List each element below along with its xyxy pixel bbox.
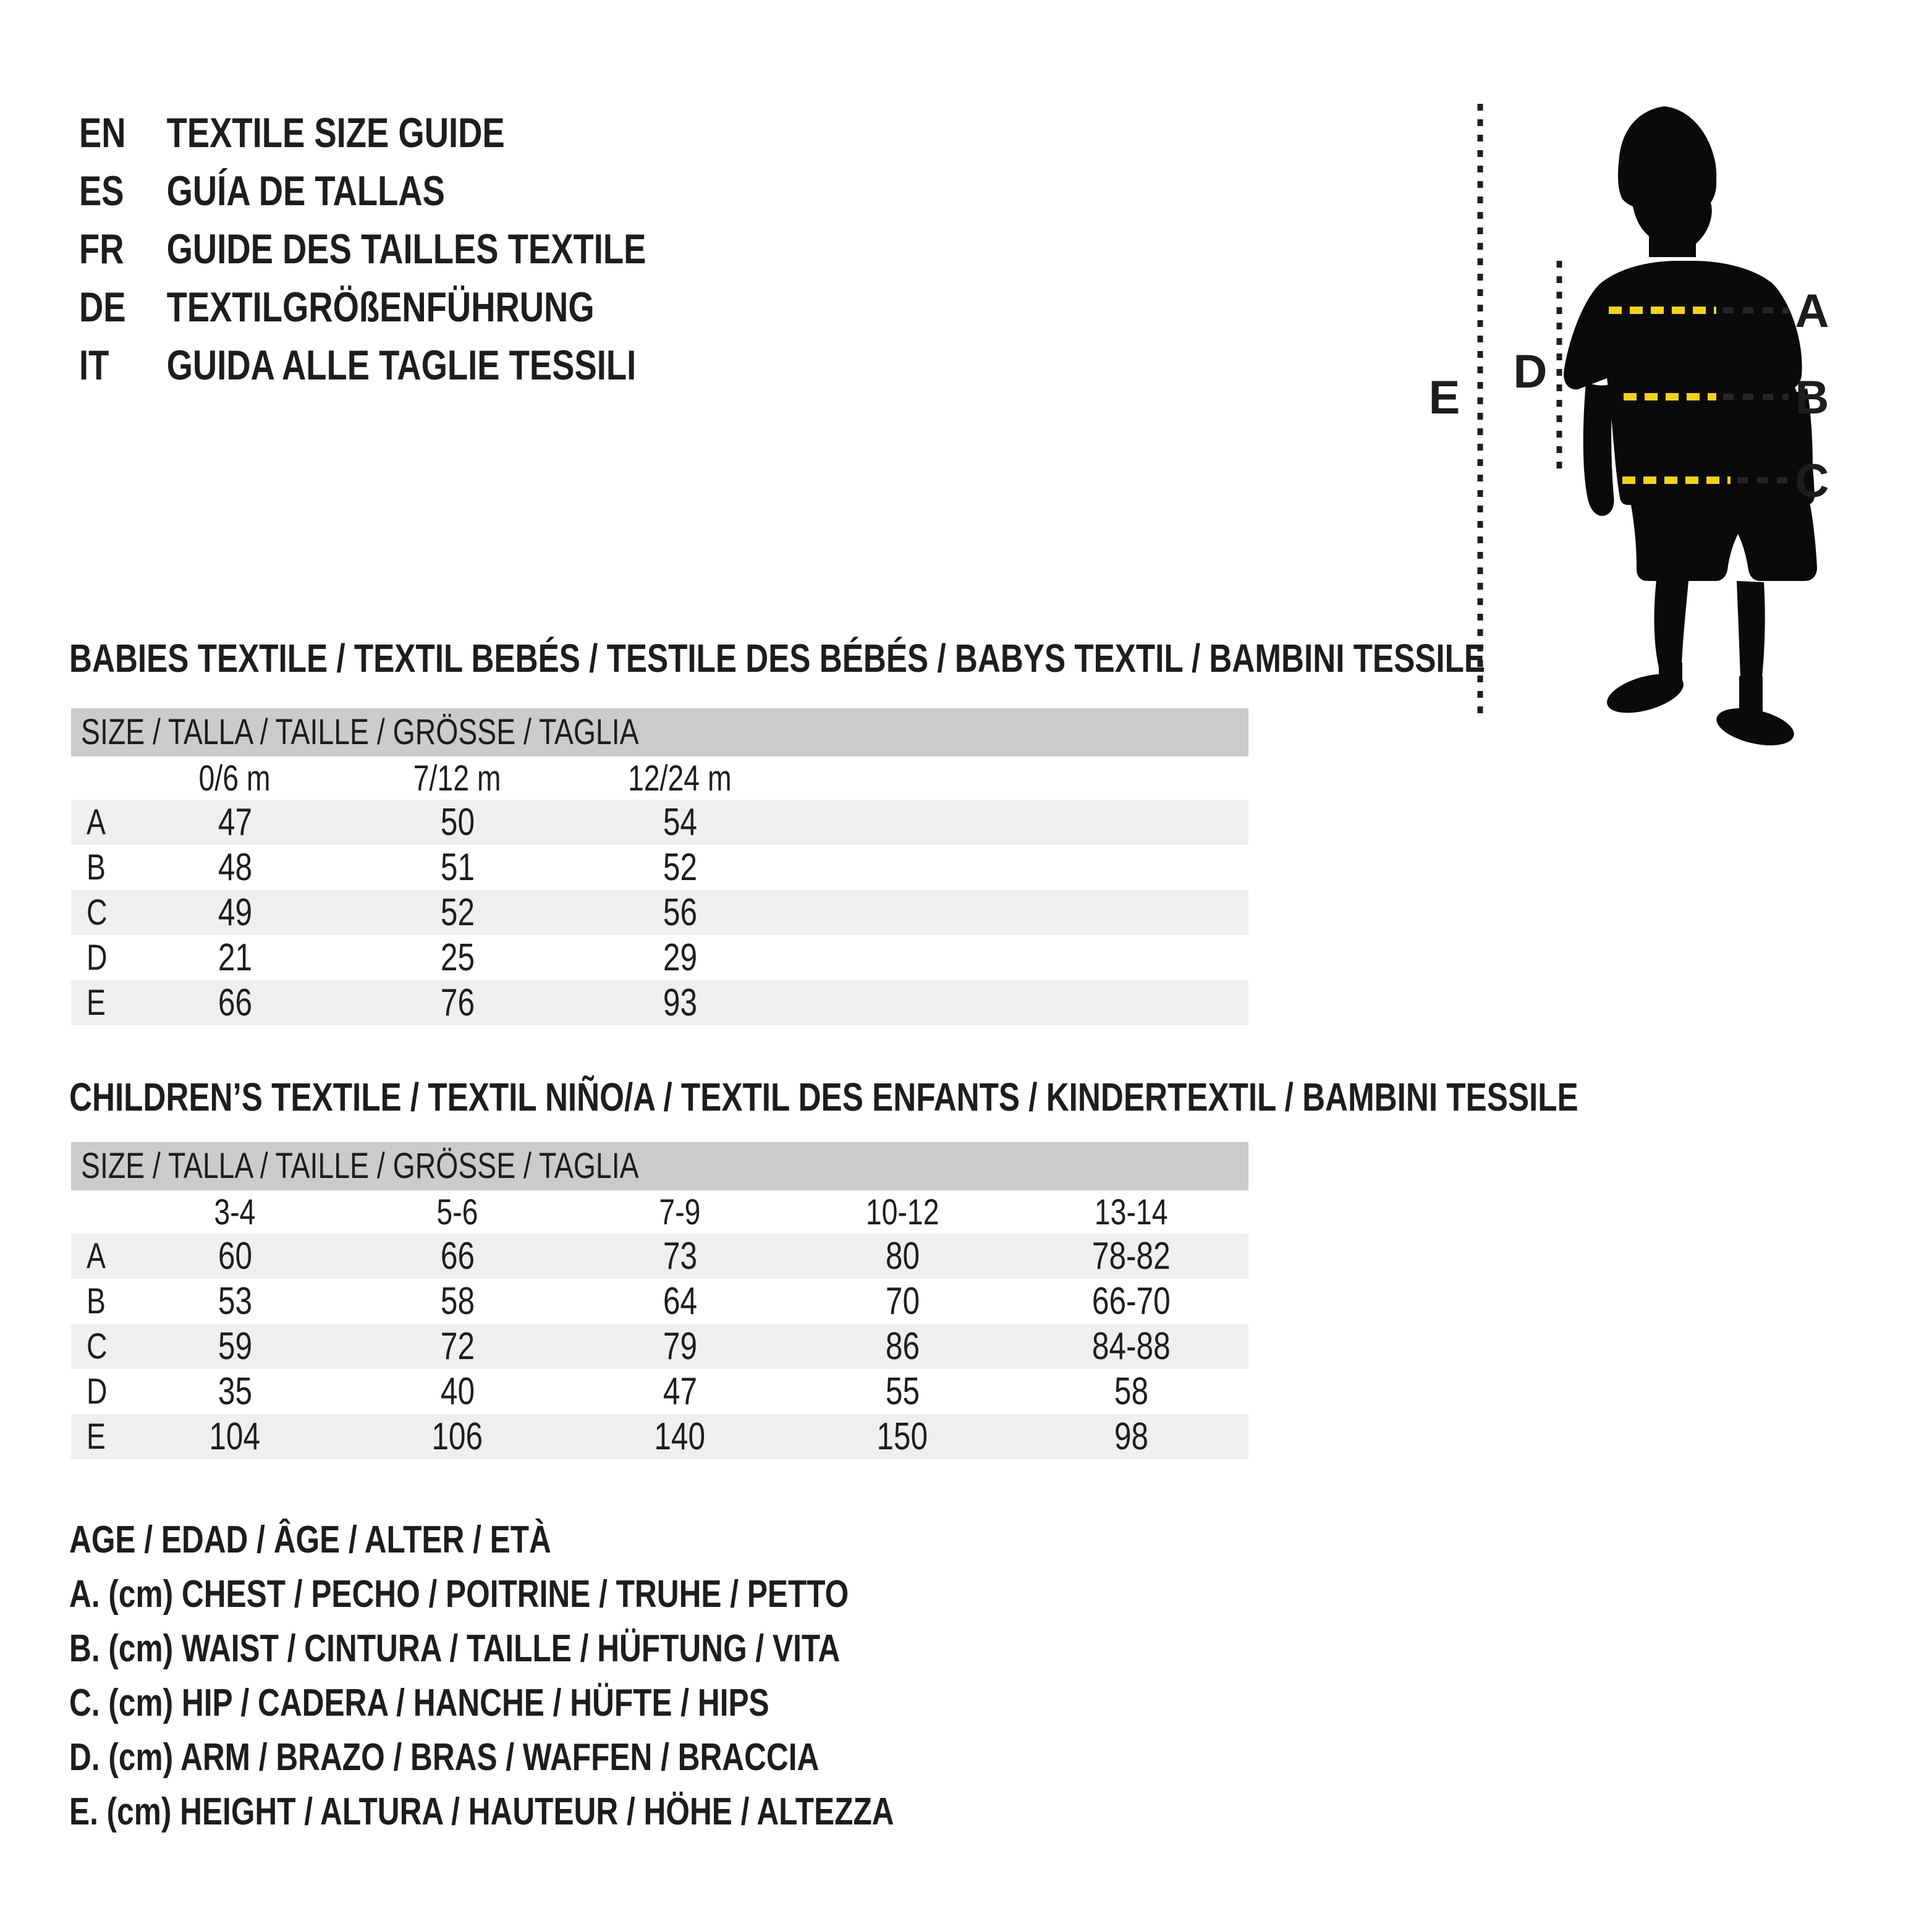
column-header: 5-6	[436, 1192, 478, 1232]
cell: 52	[663, 846, 697, 889]
cell: 84-88	[1091, 1325, 1171, 1368]
guide-title: GUIDA ALLE TAGLIE TESSILI	[166, 342, 637, 389]
column-header-row	[71, 756, 1248, 800]
column-header: 7/12 m	[413, 758, 501, 799]
table-row	[71, 845, 1248, 890]
shorts-shape	[1630, 502, 1817, 581]
table-row	[71, 800, 1248, 845]
legend-line-age: AGE / EDAD / ÂGE / ALTER / ETÀ	[69, 1519, 551, 1561]
cell: 79	[663, 1325, 697, 1368]
row-label: B	[87, 1281, 106, 1321]
row-label: A	[87, 1236, 106, 1276]
row-label: D	[87, 1371, 108, 1412]
cell: 78-82	[1091, 1235, 1171, 1277]
legend-line-waist: B. (cm) WAIST / CINTURA / TAILLE / HÜFTUNG / VITA	[69, 1627, 841, 1670]
babies-size-table	[71, 708, 1248, 1025]
cell: 29	[663, 936, 697, 979]
cell: 80	[885, 1235, 920, 1277]
table-row	[71, 935, 1248, 980]
cell: 35	[218, 1370, 252, 1413]
marker-label-b: B	[1795, 371, 1829, 424]
row-label: D	[87, 938, 108, 978]
cell: 47	[218, 801, 252, 844]
column-header-row	[71, 1190, 1248, 1234]
language-code: FR	[79, 226, 124, 273]
cell: 53	[218, 1280, 252, 1323]
cell: 47	[663, 1370, 697, 1413]
neck-shape	[1649, 216, 1696, 257]
cell: 98	[1114, 1415, 1148, 1458]
table-row	[71, 1279, 1248, 1324]
cell: 56	[663, 891, 697, 934]
language-row-es	[79, 162, 788, 220]
table-row	[71, 1369, 1248, 1414]
cell: 48	[218, 846, 252, 889]
table-row	[71, 1234, 1248, 1279]
cell: 70	[885, 1280, 920, 1323]
row-label: A	[87, 802, 106, 842]
legend-line-hip: C. (cm) HIP / CADERA / HANCHE / HÜFTE / HIPS	[69, 1682, 769, 1724]
table-row	[71, 1324, 1248, 1369]
row-label: E	[87, 983, 106, 1023]
cell: 66	[440, 1235, 475, 1277]
babies-section-title: BABIES TEXTILE / TEXTIL BEBÉS / TESTILE DES BÉBÉS / BABYS TEXTIL / BAMBINI TESSILE	[69, 636, 1486, 680]
cell: 66	[218, 981, 252, 1024]
right-ankle-shape	[1739, 676, 1763, 713]
row-label: C	[87, 892, 108, 933]
language-code: ES	[79, 167, 124, 214]
language-row-it	[79, 336, 788, 394]
cell: 150	[876, 1415, 928, 1458]
table-row	[71, 1414, 1248, 1459]
cell: 72	[440, 1325, 475, 1368]
column-header: 3-4	[214, 1192, 256, 1232]
cell: 64	[663, 1280, 697, 1323]
children-section-title: CHILDREN’S TEXTILE / TEXTIL NIÑO/A / TEXTIL DES ENFANTS / KINDERTEXTIL / BAMBINI TESSILE	[69, 1075, 1578, 1119]
cell: 54	[663, 801, 697, 844]
cell: 52	[440, 891, 475, 934]
size-header-bar: SIZE / TALLA / TAILLE / GRÖSSE / TAGLIA	[71, 1142, 1248, 1190]
cell: 50	[440, 801, 475, 844]
guide-title: TEXTILE SIZE GUIDE	[166, 109, 505, 156]
children-size-table	[71, 1142, 1248, 1459]
marker-label-a: A	[1795, 285, 1829, 337]
measurement-legend	[69, 1513, 1100, 1839]
cell: 58	[1114, 1370, 1148, 1413]
language-row-en	[79, 104, 788, 162]
cell: 51	[440, 846, 475, 889]
language-header	[79, 104, 788, 394]
language-row-fr	[79, 220, 788, 278]
cell: 25	[440, 936, 475, 979]
column-header: 13-14	[1094, 1192, 1168, 1232]
cell: 76	[440, 981, 475, 1024]
legend-line-chest: A. (cm) CHEST / PECHO / POITRINE / TRUHE / PETTO	[69, 1573, 849, 1616]
column-header: 12/24 m	[628, 758, 732, 799]
cell: 73	[663, 1235, 697, 1277]
cell: 66-70	[1091, 1280, 1171, 1323]
cell: 60	[218, 1235, 252, 1277]
cell: 59	[218, 1325, 252, 1368]
cell: 40	[440, 1370, 475, 1413]
row-label: B	[87, 847, 106, 888]
cell: 49	[218, 891, 252, 934]
guide-title: GUÍA DE TALLAS	[166, 167, 445, 214]
language-row-de	[79, 278, 788, 336]
size-header-bar: SIZE / TALLA / TAILLE / GRÖSSE / TAGLIA	[71, 708, 1248, 756]
language-code: EN	[79, 109, 126, 156]
cell: 86	[885, 1325, 920, 1368]
cell: 106	[431, 1415, 483, 1458]
row-label: C	[87, 1326, 108, 1366]
cell: 21	[218, 936, 252, 979]
language-code: IT	[79, 342, 109, 389]
cell: 104	[209, 1415, 261, 1458]
column-header: 10-12	[865, 1192, 939, 1232]
cell: 140	[654, 1415, 706, 1458]
cell: 55	[885, 1370, 920, 1413]
guide-title: GUIDE DES TAILLES TEXTILE	[166, 226, 646, 273]
guide-title: TEXTILGRÖßENFÜHRUNG	[166, 284, 595, 331]
cell: 93	[663, 981, 697, 1024]
column-header: 0/6 m	[198, 758, 271, 799]
column-header: 7-9	[659, 1192, 701, 1232]
legend-line-arm: D. (cm) ARM / BRAZO / BRAS / WAFFEN / BRACCIA	[69, 1736, 820, 1779]
legend-line-height: E. (cm) HEIGHT / ALTURA / HAUTEUR / HÖHE / ALTEZZA	[69, 1790, 894, 1833]
marker-label-e: E	[1428, 371, 1460, 424]
cell: 58	[440, 1280, 475, 1323]
left-arm-shape	[1583, 382, 1614, 516]
marker-label-c: C	[1795, 455, 1829, 507]
row-label: E	[87, 1417, 106, 1457]
table-row	[71, 890, 1248, 935]
marker-label-d: D	[1513, 345, 1548, 398]
language-code: DE	[79, 284, 126, 331]
table-row	[71, 980, 1248, 1025]
